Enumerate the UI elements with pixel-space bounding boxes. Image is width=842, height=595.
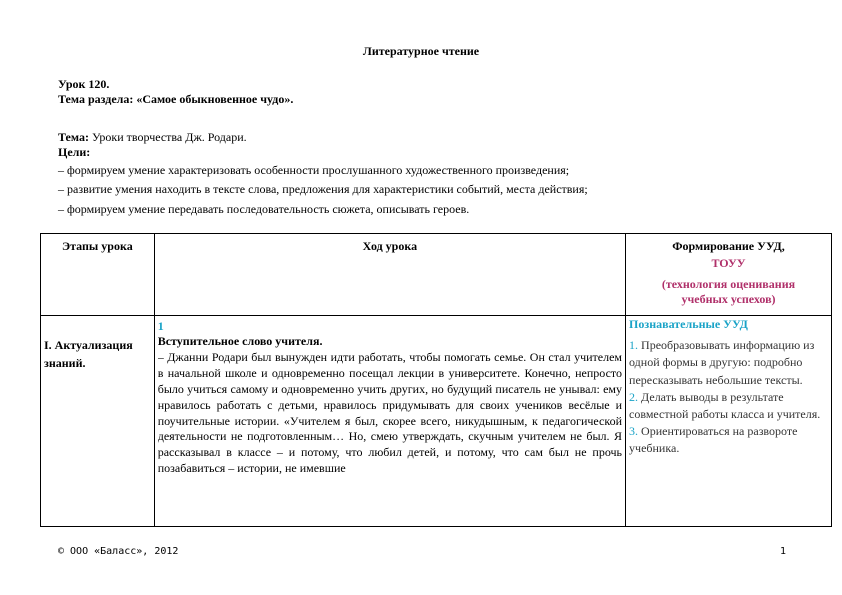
story-text: – Джанни Родари был вынужден идти работать, чтобы помогать семье. Он стал учителем в начальной школе и одновременно посещал лекции в университете. Конечно, непросто было учиться самому и одновременно учить других, но будущий писатель не унывал: ему нравилось работать с детьми, нравилось придумывать для своих учеников весёлые и поучительные истории. «Учителем я был, скорее всего, никудышным, к педагогической деятельности не подготовленным… Но, смею утверждать, скучным учителем не был. Я рассказывал в классе – и потому, что любил детей, и потому, что сам был не прочь позабавиться – истории, не имевшие	[157, 349, 623, 476]
section-label: Тема раздела:	[58, 92, 134, 106]
lesson-table	[40, 233, 832, 527]
page-number: 1	[780, 546, 787, 557]
uud-item-text: Ориентироваться на развороте учебника.	[629, 424, 798, 456]
lesson-number: Урок 120.	[58, 77, 110, 91]
uud-item	[629, 337, 828, 389]
uud-item-number: 1.	[629, 338, 639, 353]
topic-label: Тема:	[58, 130, 89, 144]
topic-value: Уроки творчества Дж. Родари.	[91, 130, 247, 144]
document-title: Литературное чтение	[362, 44, 480, 58]
goal-item: – формируем умение характеризовать особенности прослушанного художественного произведения;	[58, 163, 570, 177]
uud-item	[629, 389, 828, 423]
uud-heading: Познавательные УУД	[629, 317, 748, 331]
goal-item: – формируем умение передавать последовательность сюжета, описывать героев.	[58, 202, 470, 216]
teacher-text	[158, 334, 622, 477]
uud-item-text: Преобразовывать информацию из одной формы в другую: подробно пересказывать небольшие тексты.	[629, 338, 815, 387]
stage-cell: I. Актуализация знаний.	[41, 316, 155, 527]
section-line	[58, 92, 293, 107]
header-stages: Этапы урока	[41, 234, 155, 316]
topic-line	[58, 130, 247, 145]
goals-label: Цели:	[58, 145, 91, 159]
uud-item-number: 2.	[629, 389, 639, 404]
uud-item-text: Делать выводы в результате совместной работы класса и учителя.	[629, 389, 821, 422]
header-course: Ход урока	[154, 234, 625, 316]
goal-item: – развитие умения находить в тексте слова, предложения для характеристики событий, места действия;	[58, 182, 588, 196]
header-touu: ТОУУ	[711, 256, 746, 270]
header-uud	[626, 234, 832, 316]
header-technology: (технология оценивания	[661, 277, 796, 291]
uud-item-number: 3.	[629, 424, 639, 439]
table-header-row	[41, 234, 832, 316]
header-technology-2: учебных успехов)	[681, 292, 776, 306]
table-row	[41, 316, 832, 527]
course-cell	[154, 316, 625, 527]
section-value: «Самое обыкновенное чудо».	[136, 92, 294, 106]
header-uud-line: Формирование УУД,	[672, 239, 785, 253]
step-number: 1	[157, 319, 164, 333]
copyright: © ООО «Баласс», 2012	[58, 546, 179, 557]
uud-item	[629, 423, 828, 457]
intro-title: Вступительное слово учителя.	[157, 334, 323, 348]
uud-cell	[626, 316, 832, 527]
